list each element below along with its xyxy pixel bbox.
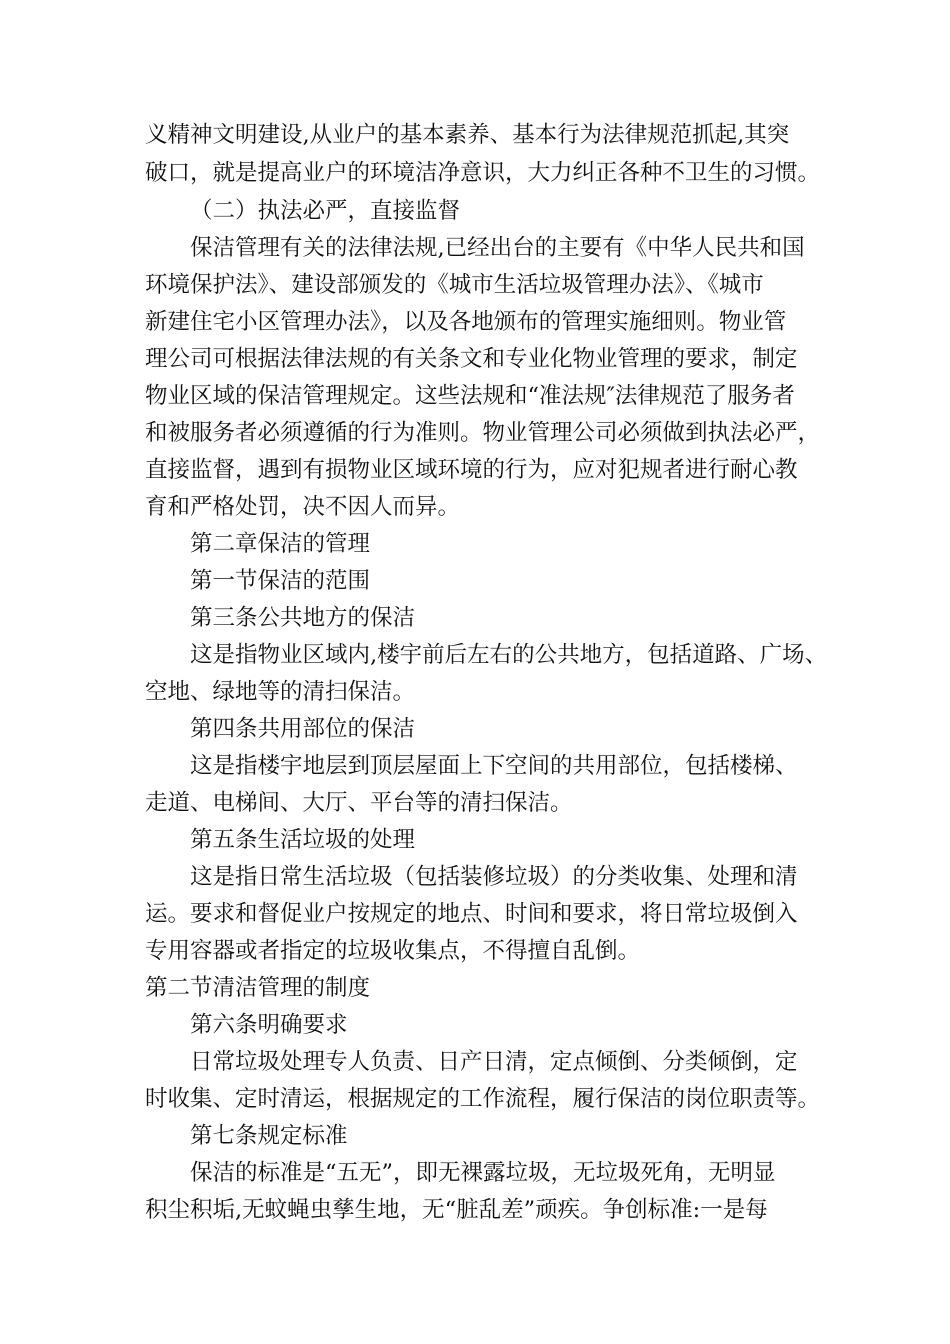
paragraph-line: 物业区域的保洁管理规定。这些法规和“准法规″法律规范了服务者 (145, 383, 795, 409)
chapter-heading: 第二章保洁的管理 (190, 531, 371, 557)
article-heading: 第三条公共地方的保洁 (190, 605, 416, 631)
paragraph-line: 时收集、定时清运，根据规定的工作流程，履行保洁的岗位职责等。 (145, 1086, 821, 1112)
paragraph-line: 理公司可根据法律法规的有关条文和专业化物业管理的要求，制定 (145, 346, 798, 372)
section-heading: 第二节清洁管理的制度 (145, 975, 371, 1001)
paragraph-line: 运。要求和督促业户按规定的地点、时间和要求，将日常垃圾倒入 (145, 901, 798, 927)
paragraph-line: 专用容器或者指定的垃圾收集点，不得擅自乱倒。 (145, 938, 641, 964)
paragraph-line: 走道、电梯间、大厅、平台等的清扫保洁。 (145, 790, 573, 816)
paragraph-line: 这是指物业区域内,楼宇前后左右的公共地方，包括道路、广场、 (190, 642, 828, 668)
paragraph-line: 和被服务者必须遵循的行为准则。物业管理公司必须做到执法必严， (145, 420, 821, 446)
article-heading: 第四条共用部位的保洁 (190, 716, 416, 742)
paragraph-line: 这是指日常生活垃圾（包括装修垃圾）的分类收集、处理和清 (190, 864, 798, 890)
paragraph-line: 保洁管理有关的法律法规,已经出台的主要有《中华人民共和国 (190, 235, 805, 261)
paragraph-line: 新建住宅小区管理办法》，以及各地颁布的管理实施细则。物业管 (145, 309, 787, 335)
paragraph-line: 破口，就是提高业户的环境洁净意识，大力纠正各种不卫生的习惯。 (145, 160, 821, 186)
article-heading: 第七条规定标准 (190, 1123, 348, 1149)
paragraph-line: 这是指楼宇地层到顶层屋面上下空间的共用部位，包括楼梯、 (190, 753, 798, 779)
paragraph-line: 育和严格处罚，决不因人而异。 (145, 494, 461, 520)
paragraph-line: 义精神文明建设,从业户的基本素养、基本行为法律规范抓起,其突 (145, 122, 790, 148)
article-heading: 第五条生活垃圾的处理 (190, 827, 416, 853)
section-heading: （二）执法必严，直接监督 (190, 198, 461, 224)
paragraph-line: 环境保护法》、建设部颁发的《城市生活垃圾管理办法》、《城市 (145, 272, 764, 298)
paragraph-line: 积尘积垢,无蚊蝇虫孳生地，无“脏乱差”顽疾。争创标准:一是每 (145, 1197, 768, 1223)
paragraph-line: 日常垃圾处理专人负责、日产日清，定点倾倒、分类倾倒，定 (190, 1049, 798, 1075)
section-heading: 第一节保洁的范围 (190, 568, 371, 594)
paragraph-line: 直接监督，遇到有损物业区域环境的行为，应对犯规者进行耐心教 (145, 457, 798, 483)
paragraph-line: 空地、绿地等的清扫保洁。 (145, 679, 416, 705)
paragraph-line: 保洁的标准是“五无”，即无裸露垃圾，无垃圾死角，无明显 (190, 1160, 776, 1186)
article-heading: 第六条明确要求 (190, 1012, 348, 1038)
